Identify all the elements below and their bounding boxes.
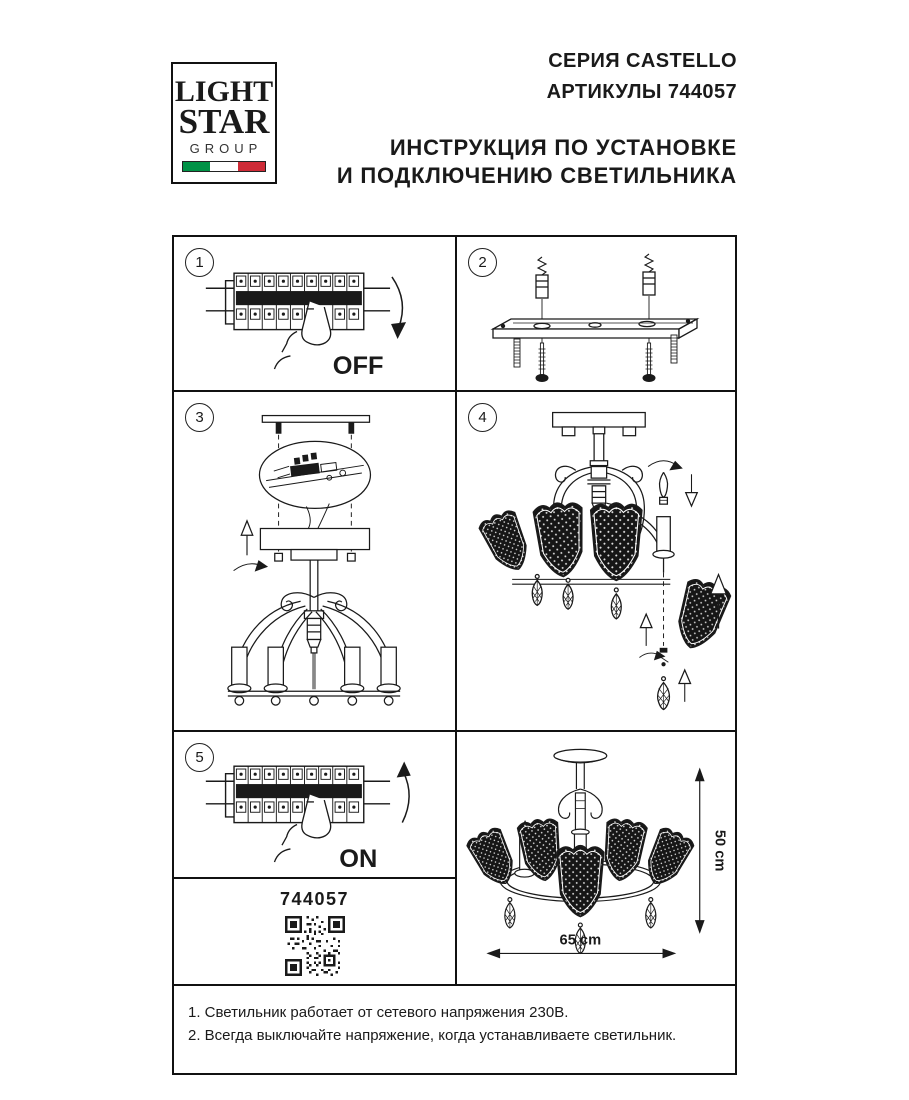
step-5-cell [174,732,455,877]
step-1-cell [174,237,455,390]
flag-white [210,162,237,171]
article-number: 744057 [279,889,350,909]
step-3-number: 3 [185,403,214,432]
lamp-shade [600,817,648,883]
step-3-cell [174,392,455,730]
arrow-up-icon [241,521,252,535]
arrow-up-icon [679,670,691,684]
instruction-title [337,134,737,190]
threaded-stud-icon [671,335,677,363]
step-5-number: 5 [185,743,214,772]
step-1-number: 1 [185,248,214,277]
lamp-shade [638,825,695,891]
series-title: СЕРИЯ CASTELLO [548,50,737,72]
header-title-block [337,46,737,190]
arrow-down-icon [391,322,406,339]
screw-icon [643,343,656,382]
height-dimension [695,767,705,933]
crystal-drop-icon [658,677,670,710]
articles-title: АРТИКУЛЫ 744057 [546,81,737,103]
notes-row [174,986,735,1073]
flag-green [183,162,210,171]
wall-anchor-icon [536,257,548,298]
rotate-arrow-icon [255,560,268,571]
crystal-drop-icon [611,588,621,619]
candle-bulb-icon [660,472,668,504]
step-4-cell [457,392,735,730]
step-4-number: 4 [468,403,497,432]
assembled-chandelier-figure [459,736,733,981]
on-label: ON [339,844,378,873]
dimensions-cell [457,732,735,984]
crystal-drop-icon [646,898,656,928]
qr-code [285,916,345,976]
lamp-shade [591,503,642,580]
flag-red [238,162,265,171]
width-dimension-label: 65 cm [559,932,602,949]
logo-text-group: GROUP [189,141,263,156]
breaker-on-figure [200,738,426,879]
logo-text-light: LIGHT [174,75,274,108]
note-1: 1. Светильник работает от сетевого напряжения 230В. [188,1004,569,1021]
off-label: OFF [332,351,384,380]
attach-shades-figure [462,398,732,726]
lamp-shade [533,501,587,578]
chandelier-frame-figure [180,398,448,726]
step-2-number: 2 [468,248,497,277]
italian-flag-stripe [182,161,266,172]
steps-table [172,235,737,1075]
arrow-up-icon [397,762,411,778]
article-qr-cell [174,879,455,984]
logo-text-star: STAR [178,102,270,141]
instruction-line-2: И ПОДКЛЮЧЕНИЮ СВЕТИЛЬНИКА [336,163,737,188]
height-dimension-label: 50 cm [711,829,728,872]
instruction-line-1: ИНСТРУКЦИЯ ПО УСТАНОВКЕ [389,135,737,160]
lamp-shade [557,846,603,917]
lightstar-logo [171,62,277,184]
crystal-drop-icon [505,898,515,928]
screw-icon [536,343,549,382]
lamp-shade [477,508,536,577]
step-2-cell [457,237,735,390]
crystal-drop-icon [563,578,573,609]
note-2: 2. Всегда выключайте напряжение, когда устанавливаете светильник. [188,1027,677,1044]
wall-anchor-icon [643,254,655,295]
mounting-bracket-figure [465,239,729,389]
arrow-down-icon [686,493,698,507]
breaker-off-figure [200,245,426,386]
threaded-stud-icon [514,339,520,367]
lamp-shade [465,825,522,891]
arrow-up-icon [640,614,652,628]
